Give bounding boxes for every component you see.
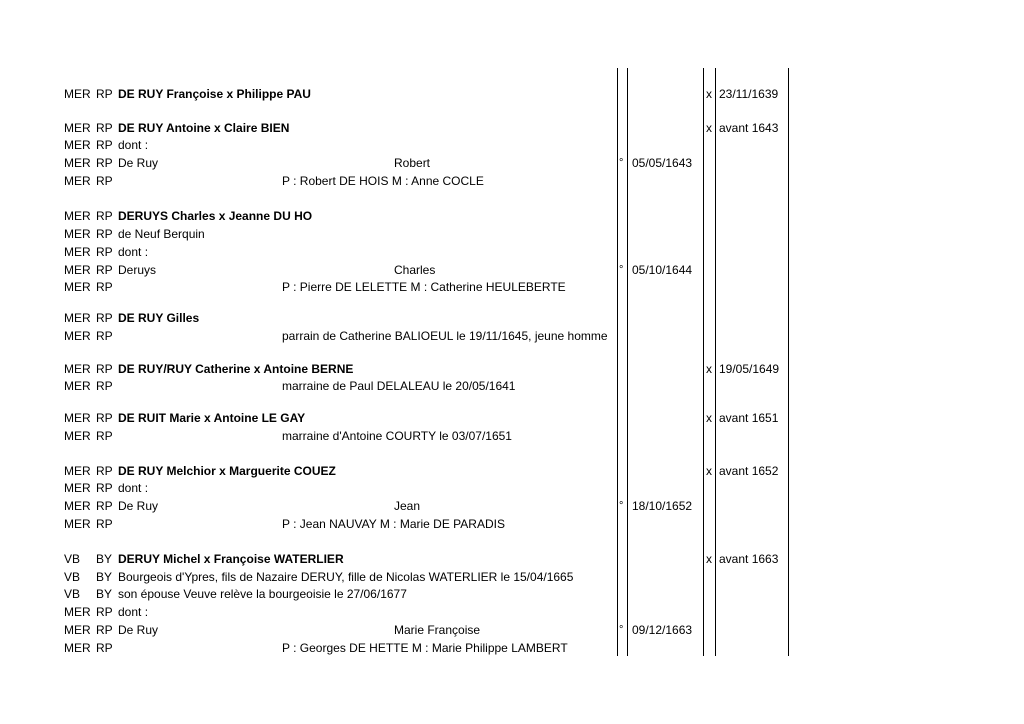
source-code: RP: [96, 641, 113, 655]
detail-text: P : Jean NAUVAY M : Marie DE PARADIS: [282, 517, 505, 531]
parish-code: MER: [64, 245, 91, 259]
register-row: [0, 244, 1024, 260]
entry-text: de Neuf Berquin: [118, 227, 205, 241]
entry-text: Deruys: [118, 263, 157, 277]
source-code: RP: [96, 138, 113, 152]
register-row: [0, 586, 1024, 602]
birth-marker: °: [619, 500, 624, 512]
parish-code: MER: [64, 379, 91, 393]
parish-code: MER: [64, 280, 91, 294]
birth-marker: °: [619, 624, 624, 636]
source-code: RP: [96, 623, 113, 637]
source-code: RP: [96, 411, 113, 425]
entry-text: DE RUIT Marie x Antoine LE GAY: [118, 411, 306, 425]
register-row: [0, 328, 1024, 344]
register-row: [0, 137, 1024, 153]
marriage-date: avant 1643: [719, 121, 779, 135]
child-name: Charles: [394, 263, 436, 277]
register-row: [0, 208, 1024, 224]
parish-code: MER: [64, 138, 91, 152]
register-row: [0, 279, 1024, 295]
entry-text: dont :: [118, 245, 149, 259]
detail-text: parrain de Catherine BALIOEUL le 19/11/1645, jeune homme: [282, 329, 608, 343]
parish-code: VB: [64, 552, 81, 566]
entry-text: dont :: [118, 481, 149, 495]
marriage-marker: x: [706, 87, 712, 101]
register-row: [0, 361, 1024, 377]
parish-code: VB: [64, 587, 81, 601]
parish-code: MER: [64, 499, 91, 513]
source-code: RP: [96, 362, 113, 376]
parish-code: MER: [64, 481, 91, 495]
source-code: RP: [96, 429, 113, 443]
parish-code: MER: [64, 329, 91, 343]
entry-text: De Ruy: [118, 623, 159, 637]
marriage-marker: x: [706, 121, 712, 135]
source-code: BY: [96, 570, 113, 584]
child-name: Jean: [394, 499, 421, 513]
source-code: RP: [96, 245, 113, 259]
source-code: RP: [96, 87, 113, 101]
child-name: Robert: [394, 156, 431, 170]
marriage-date: avant 1663: [719, 552, 779, 566]
entry-text: dont :: [118, 138, 149, 152]
parish-code: MER: [64, 311, 91, 325]
source-code: RP: [96, 121, 113, 135]
marriage-date: avant 1652: [719, 464, 779, 478]
source-code: RP: [96, 605, 113, 619]
child-name: Marie Françoise: [394, 623, 481, 637]
entry-text: DE RUY Melchior x Marguerite COUEZ: [118, 464, 336, 478]
birth-marker: °: [619, 157, 624, 169]
register-row: [0, 378, 1024, 394]
entry-text: DE RUY Antoine x Claire BIEN: [118, 121, 290, 135]
parish-code: MER: [64, 227, 91, 241]
entry-text: DE RUY/RUY Catherine x Antoine BERNE: [118, 362, 354, 376]
birth-marker: °: [619, 264, 624, 276]
register-row: [0, 428, 1024, 444]
source-code: RP: [96, 329, 113, 343]
birth-date: 05/05/1643: [632, 156, 693, 170]
source-code: RP: [96, 263, 113, 277]
entry-text: DERUY Michel x Françoise WATERLIER: [118, 552, 344, 566]
register-row: [0, 640, 1024, 656]
parish-code: MER: [64, 209, 91, 223]
register-row: [0, 516, 1024, 532]
register-row: [0, 155, 1024, 171]
register-row: [0, 480, 1024, 496]
detail-text: marraine d'Antoine COURTY le 03/07/1651: [282, 429, 512, 443]
register-row: [0, 310, 1024, 326]
entry-text: DE RUY Françoise x Philippe PAU: [118, 87, 311, 101]
birth-date: 05/10/1644: [632, 263, 693, 277]
source-code: RP: [96, 209, 113, 223]
parish-code: MER: [64, 156, 91, 170]
detail-text: marraine de Paul DELALEAU le 20/05/1641: [282, 379, 516, 393]
parish-code: MER: [64, 87, 91, 101]
source-code: RP: [96, 156, 113, 170]
parish-code: VB: [64, 570, 81, 584]
detail-text: P : Robert DE HOIS M : Anne COCLE: [282, 174, 484, 188]
parish-code: MER: [64, 605, 91, 619]
marriage-marker: x: [706, 411, 712, 425]
marriage-date: avant 1651: [719, 411, 779, 425]
entry-text: dont :: [118, 605, 149, 619]
source-code: RP: [96, 379, 113, 393]
detail-text: P : Pierre DE LELETTE M : Catherine HEULEBERTE: [282, 280, 566, 294]
parish-code: MER: [64, 263, 91, 277]
entry-text: son épouse Veuve relève la bourgeoisie le 27/06/1677: [118, 587, 407, 601]
register-row: [0, 463, 1024, 479]
source-code: RP: [96, 464, 113, 478]
parish-code: MER: [64, 429, 91, 443]
source-code: BY: [96, 552, 113, 566]
parish-code: MER: [64, 174, 91, 188]
register-row: [0, 226, 1024, 242]
source-code: RP: [96, 499, 113, 513]
marriage-marker: x: [706, 552, 712, 566]
register-row: [0, 498, 1024, 514]
entry-text: DE RUY Gilles: [118, 311, 200, 325]
entry-text: De Ruy: [118, 156, 159, 170]
source-code: RP: [96, 311, 113, 325]
source-code: RP: [96, 517, 113, 531]
parish-code: MER: [64, 623, 91, 637]
birth-date: 18/10/1652: [632, 499, 693, 513]
entry-text: De Ruy: [118, 499, 159, 513]
source-code: RP: [96, 481, 113, 495]
source-code: RP: [96, 280, 113, 294]
marriage-marker: x: [706, 464, 712, 478]
register-row: [0, 569, 1024, 585]
register-row: [0, 262, 1024, 278]
register-row: [0, 120, 1024, 136]
register-row: [0, 410, 1024, 426]
marriage-date: 23/11/1639: [719, 87, 779, 101]
entry-text: DERUYS Charles x Jeanne DU HO: [118, 209, 313, 223]
entry-text: Bourgeois d'Ypres, fils de Nazaire DERUY, fille de Nicolas WATERLIER le 15/04/1665: [118, 570, 574, 584]
parish-code: MER: [64, 517, 91, 531]
parish-code: MER: [64, 641, 91, 655]
register-row: [0, 604, 1024, 620]
source-code: RP: [96, 227, 113, 241]
source-code: BY: [96, 587, 113, 601]
parish-code: MER: [64, 464, 91, 478]
marriage-date: 19/05/1649: [719, 362, 780, 376]
parish-code: MER: [64, 411, 91, 425]
birth-date: 09/12/1663: [632, 623, 693, 637]
detail-text: P : Georges DE HETTE M : Marie Philippe LAMBERT: [282, 641, 568, 655]
parish-code: MER: [64, 121, 91, 135]
marriage-marker: x: [706, 362, 712, 376]
register-row: [0, 551, 1024, 567]
source-code: RP: [96, 174, 113, 188]
register-row: [0, 173, 1024, 189]
register-row: [0, 86, 1024, 102]
parish-code: MER: [64, 362, 91, 376]
register-row: [0, 622, 1024, 638]
